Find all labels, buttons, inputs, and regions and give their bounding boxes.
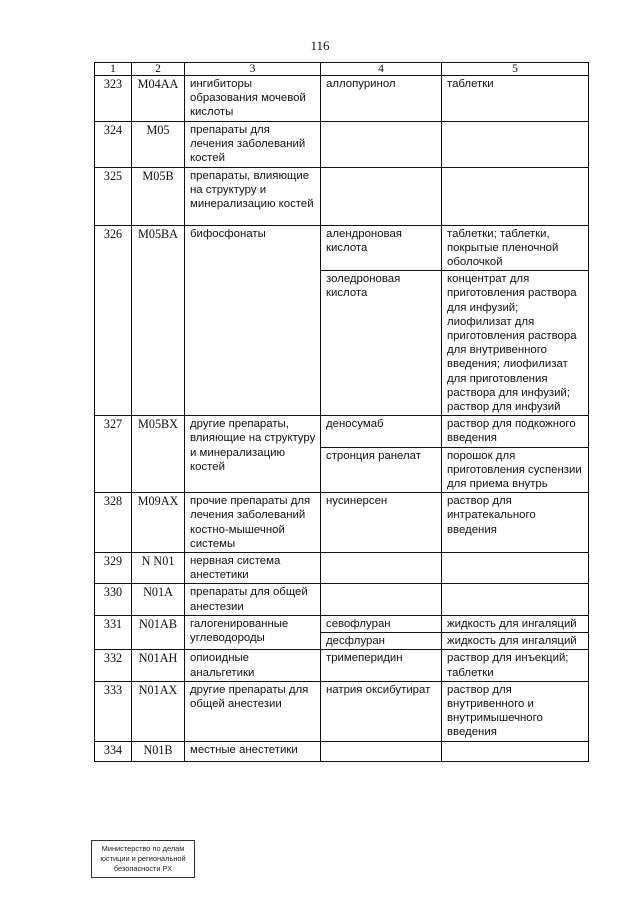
dosage-form: жидкость для ингаляций [442, 615, 589, 632]
atc-code: N01AX [132, 681, 185, 741]
drug-name: золедроновая кислота [321, 271, 442, 416]
header-col-2: 2 [132, 63, 185, 76]
table-row [95, 76, 589, 122]
drug-name: десфлуран [321, 633, 442, 650]
table-row [95, 167, 589, 225]
dosage-form [442, 584, 589, 615]
atc-group: другие препараты для общей анестезии [185, 681, 321, 741]
row-number: 334 [95, 741, 132, 761]
drug-name [321, 553, 442, 584]
row-number: 332 [95, 650, 132, 681]
table-row [95, 650, 589, 681]
atc-group: препараты для лечения заболеваний костей [185, 122, 321, 168]
atc-code: M09AX [132, 493, 185, 553]
table-row [95, 741, 589, 761]
atc-code: N01A [132, 584, 185, 615]
header-col-3: 3 [185, 63, 321, 76]
table-row [95, 553, 589, 584]
drug-name: аллопуринол [321, 76, 442, 122]
table-body [95, 76, 589, 762]
atc-group: бифосфонаты [185, 225, 321, 416]
dosage-form: раствор для инъекций; таблетки [442, 650, 589, 681]
atc-code: N01B [132, 741, 185, 761]
header-col-4: 4 [321, 63, 442, 76]
atc-code: M05BA [132, 225, 185, 416]
table-row [95, 681, 589, 741]
drug-name: тримеперидин [321, 650, 442, 681]
atc-group: препараты, влияющие на структуру и минерализацию костей [185, 167, 321, 225]
drug-name: нусинерсен [321, 493, 442, 553]
drug-name [321, 741, 442, 761]
drug-name: севофлуран [321, 615, 442, 632]
table-row [95, 584, 589, 615]
atc-code: M05 [132, 122, 185, 168]
row-number: 331 [95, 615, 132, 649]
drug-name: деносумаб [321, 416, 442, 447]
table-row [95, 122, 589, 168]
atc-code: M05B [132, 167, 185, 225]
row-number: 326 [95, 225, 132, 416]
atc-group: нервная система анестетики [185, 553, 321, 584]
drug-name: стронция ранелат [321, 447, 442, 493]
table-row [95, 416, 589, 447]
atc-group: ингибиторы образования мочевой кислоты [185, 76, 321, 122]
row-number: 324 [95, 122, 132, 168]
row-number: 333 [95, 681, 132, 741]
page-number: 116 [310, 38, 330, 53]
atc-code: N N01 [132, 553, 185, 584]
drug-name [321, 167, 442, 225]
atc-code: N01AB [132, 615, 185, 649]
table-row [95, 225, 589, 271]
registration-stamp [91, 840, 195, 878]
row-number: 329 [95, 553, 132, 584]
dosage-form: раствор для интратекального введения [442, 493, 589, 553]
table-row [95, 493, 589, 553]
dosage-form [442, 167, 589, 225]
dosage-form: раствор для внутривенного и внутримышечного введения [442, 681, 589, 741]
dosage-form [442, 122, 589, 168]
table-row [95, 615, 589, 632]
dosage-form: жидкость для ингаляций [442, 633, 589, 650]
header-row [95, 63, 589, 76]
atc-code: M05BX [132, 416, 185, 493]
dosage-form: порошок для приготовления суспензии для приема внутрь [442, 447, 589, 493]
atc-group: галогенированные углеводороды [185, 615, 321, 649]
atc-group: другие препараты, влияющие на структуру и минерализацию костей [185, 416, 321, 493]
row-number: 327 [95, 416, 132, 493]
drug-name [321, 122, 442, 168]
dosage-form: раствор для подкожного введения [442, 416, 589, 447]
stamp-line: безопасности РХ [113, 864, 173, 873]
medication-table [94, 62, 589, 762]
dosage-form [442, 741, 589, 761]
header-col-1: 1 [95, 63, 132, 76]
row-number: 323 [95, 76, 132, 122]
row-number: 325 [95, 167, 132, 225]
dosage-form: таблетки; таблетки, покрытые пленочной оболочкой [442, 225, 589, 271]
stamp-line: Министерство по делам [101, 844, 185, 853]
drug-name: натрия оксибутират [321, 681, 442, 741]
stamp-line: юстиции и региональной [100, 854, 186, 863]
atc-group: местные анестетики [185, 741, 321, 761]
header-col-5: 5 [442, 63, 589, 76]
dosage-form: таблетки [442, 76, 589, 122]
dosage-form [442, 553, 589, 584]
row-number: 328 [95, 493, 132, 553]
row-number: 330 [95, 584, 132, 615]
atc-group: препараты для общей анестезии [185, 584, 321, 615]
atc-group: прочие препараты для лечения заболеваний костно-мышечной системы [185, 493, 321, 553]
atc-group: опиоидные анальгетики [185, 650, 321, 681]
atc-code: N01AH [132, 650, 185, 681]
dosage-form: концентрат для приготовления раствора для инфузий; лиофилизат для приготовления раствора для внутривенного введения; лиофилизат для приготовления раствора для инфузий; раствор для инфузий [442, 271, 589, 416]
atc-code: M04AA [132, 76, 185, 122]
drug-name [321, 584, 442, 615]
drug-name: алендроновая кислота [321, 225, 442, 271]
